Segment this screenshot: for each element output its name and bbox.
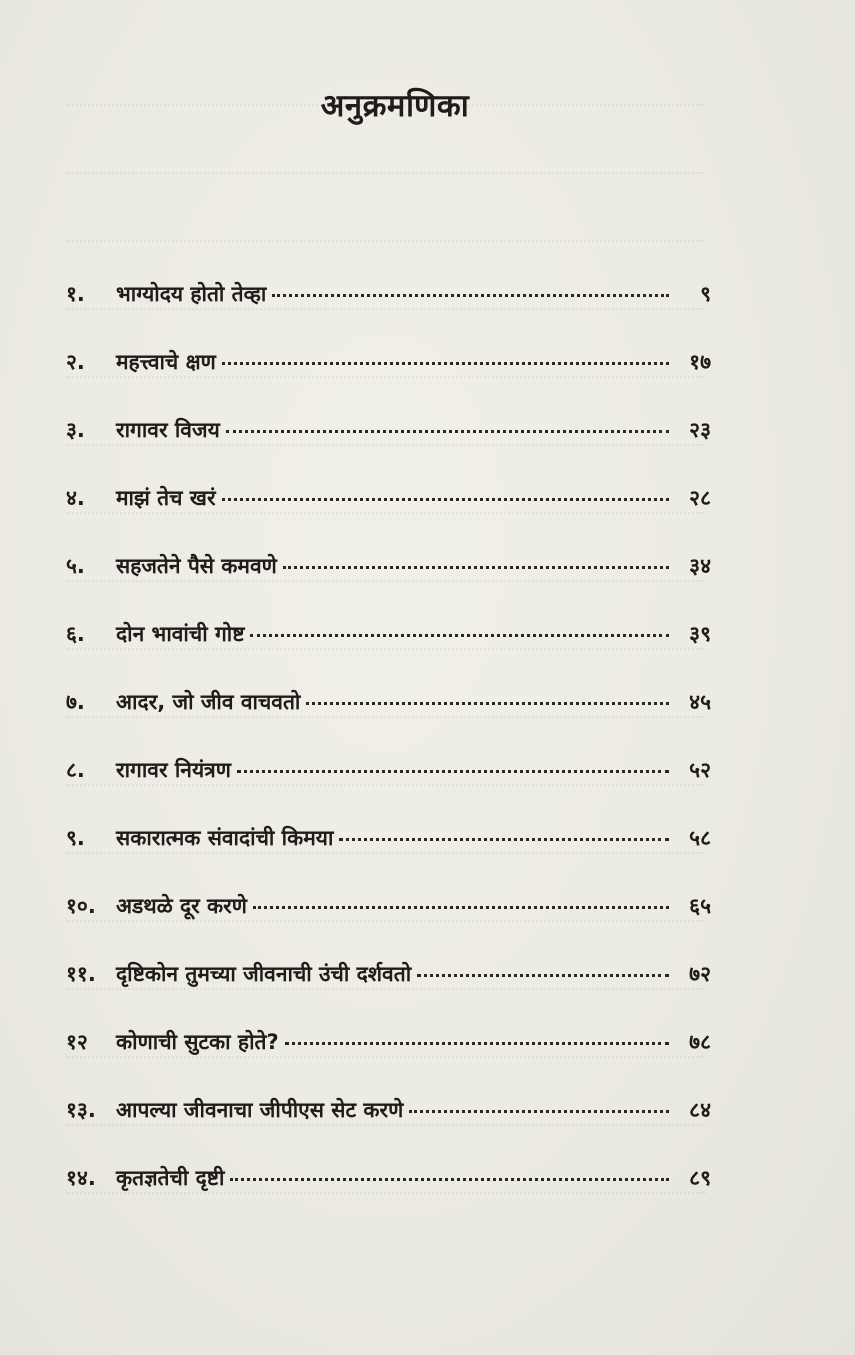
toc-entry[interactable] (66, 892, 711, 960)
dot-leader (250, 634, 669, 637)
page-number: ८४ (689, 1098, 711, 1122)
page-number: ५२ (689, 758, 711, 782)
chapter-title: रागावर नियंत्रण (116, 758, 231, 782)
chapter-number: १४. (66, 1166, 96, 1190)
chapter-title: कृतज्ञतेची दृष्टी (116, 1166, 225, 1190)
chapter-number: १२ (66, 1030, 88, 1054)
chapter-title: रागावर विजय (116, 418, 220, 442)
chapter-number: ११. (66, 962, 96, 986)
chapter-title: भाग्योदय होतो तेव्हा (116, 282, 267, 306)
page-title: अनुक्रमणिका (320, 88, 470, 124)
chapter-number: ८. (66, 758, 85, 782)
toc-entry[interactable] (66, 688, 711, 756)
chapter-title: अडथळे दूर करणे (116, 894, 247, 918)
chapter-number: ९. (66, 826, 85, 850)
page-number: ७२ (689, 962, 711, 986)
page-number: ५८ (689, 826, 711, 850)
dot-leader (339, 838, 669, 841)
page-number: २८ (689, 486, 711, 510)
toc-entry[interactable] (66, 484, 711, 552)
chapter-title: आदर, जो जीव वाचवतो (116, 690, 301, 714)
page-number: १७ (689, 350, 711, 374)
toc-entry[interactable] (66, 280, 711, 348)
chapter-number: १०. (66, 894, 96, 918)
chapter-title: महत्त्वाचे क्षण (116, 350, 216, 374)
dot-leader (230, 1178, 669, 1181)
toc-entry[interactable] (66, 1028, 711, 1096)
page-number: ६५ (689, 894, 711, 918)
chapter-number: १३. (66, 1098, 96, 1122)
toc-entry[interactable] (66, 620, 711, 688)
chapter-number: ७. (66, 690, 85, 714)
table-of-contents (66, 280, 711, 1232)
toc-entry[interactable] (66, 1164, 711, 1232)
dot-leader (237, 770, 669, 773)
page-number: ४५ (689, 690, 711, 714)
dot-leader (222, 498, 669, 501)
dot-leader (253, 906, 669, 909)
page-number: ७८ (689, 1030, 711, 1054)
chapter-number: ४. (66, 486, 85, 510)
dot-leader (417, 974, 669, 977)
chapter-title: सहजतेने पैसे कमवणे (116, 554, 277, 578)
toc-entry[interactable] (66, 824, 711, 892)
page-number: ९ (700, 282, 711, 306)
chapter-title: दोन भावांची गोष्ट (116, 622, 245, 646)
toc-entry[interactable] (66, 1096, 711, 1164)
dot-leader (285, 1042, 669, 1045)
dot-leader (272, 294, 669, 297)
dot-leader (306, 702, 669, 705)
chapter-number: ५. (66, 554, 85, 578)
page-number: २३ (689, 418, 711, 442)
chapter-title: आपल्या जीवनाचा जीपीएस सेट करणे (116, 1098, 404, 1122)
chapter-number: ३. (66, 418, 85, 442)
page-number: ८९ (689, 1166, 711, 1190)
dot-leader (222, 362, 669, 365)
dot-leader (409, 1110, 669, 1113)
chapter-title: सकारात्मक संवादांची किमया (116, 826, 334, 850)
toc-entry[interactable] (66, 416, 711, 484)
chapter-title: कोणाची सुटका होते? (116, 1030, 279, 1054)
toc-entry[interactable] (66, 960, 711, 1028)
dot-leader (283, 566, 669, 569)
page-number: ३९ (689, 622, 711, 646)
dot-leader (226, 430, 669, 433)
toc-entry[interactable] (66, 348, 711, 416)
chapter-number: ६. (66, 622, 85, 646)
chapter-title: माझं तेच खरं (116, 486, 216, 510)
chapter-title: दृष्टिकोन तुमच्या जीवनाची उंची दर्शवतो (116, 962, 412, 986)
toc-entry[interactable] (66, 756, 711, 824)
page-number: ३४ (689, 554, 711, 578)
chapter-number: २. (66, 350, 85, 374)
chapter-number: १. (66, 282, 85, 306)
toc-entry[interactable] (66, 552, 711, 620)
